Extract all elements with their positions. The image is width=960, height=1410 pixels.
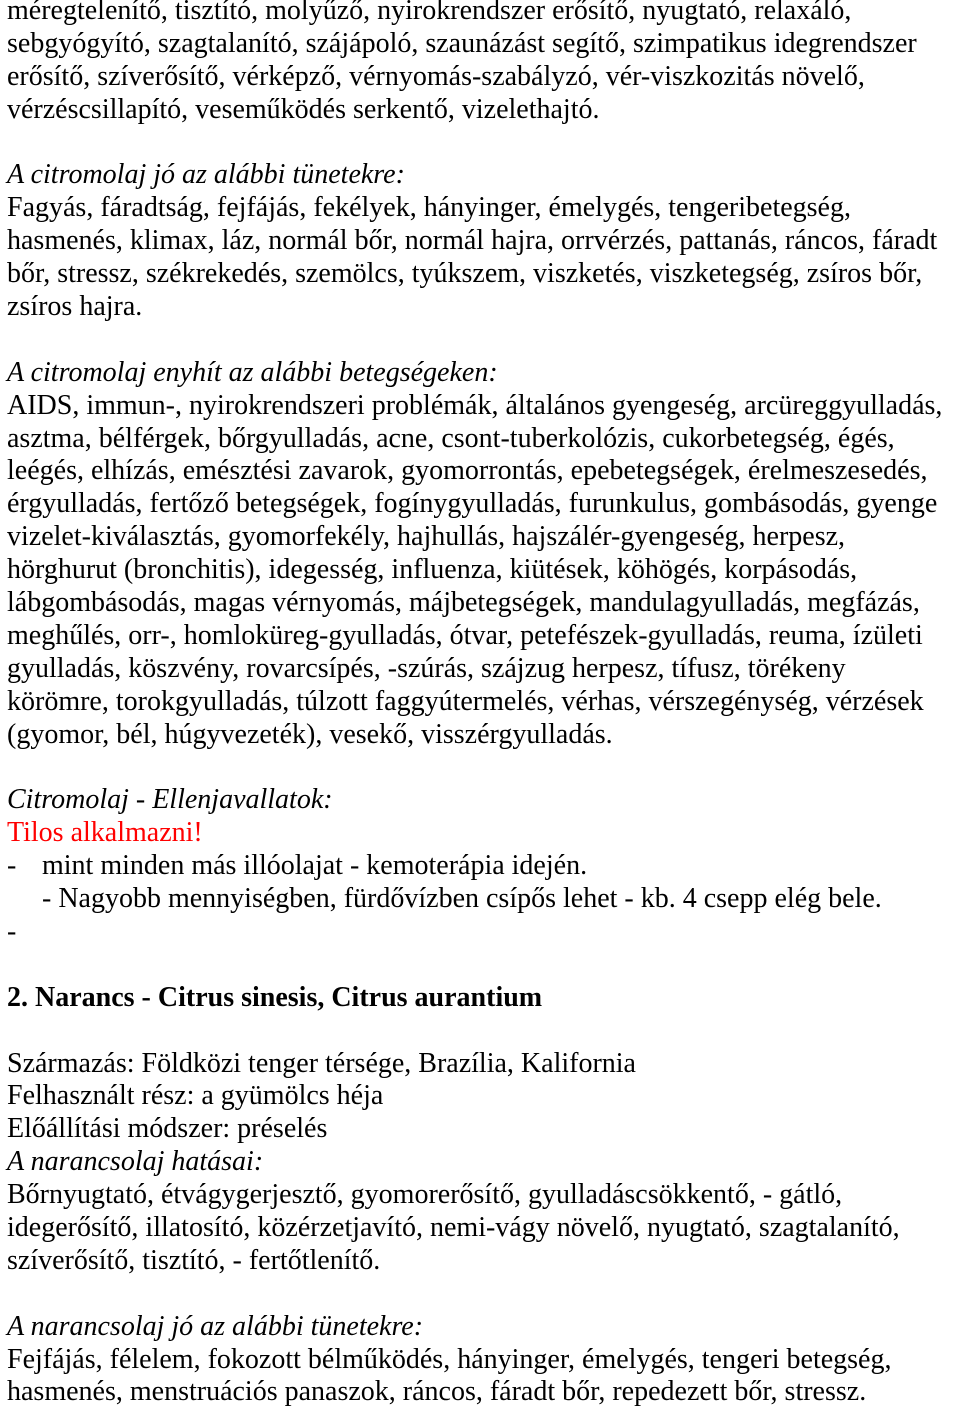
contraindication-text: - Nagyobb mennyiségben, fürdővízben csípős lehet - kb. 4 csepp elég bele.: [42, 883, 882, 915]
body-text-line: gyulladás, köszvény, rovarcsípés, -szúrás, szájzug herpesz, tífusz, törékeny: [7, 652, 846, 684]
part-used-label: Felhasznált rész:: [7, 1080, 195, 1112]
list-bullet: -: [7, 850, 17, 882]
body-text-line: (gyomor, bél, húgyvezeték), vesekő, visszérgyulladás.: [7, 718, 613, 750]
body-text-line: érgyulladás, fertőző betegségek, fogínygyulladás, furunkulus, gombásodás, gyenge: [7, 488, 938, 520]
body-text-line: Fagyás, fáradtság, fejfájás, fekélyek, hányinger, émelygés, tengeribetegség,: [7, 192, 851, 224]
body-text-line: körömre, torokgyulladás, túlzott faggyútermelés, vérhas, vérszegénység, vérzések: [7, 685, 924, 717]
body-text-line: vérzéscsillapító, veseműködés serkentő, vizelethajtó.: [7, 93, 600, 125]
origin-value: Földközi tenger térsége, Brazília, Kalifornia: [141, 1047, 636, 1079]
body-text-line: lábgombásodás, magas vérnyomás, májbetegségek, mandulagyulladás, megfázás,: [7, 587, 920, 619]
body-text-line: hasmenés, klimax, láz, normál bőr, normál hajra, orrvérzés, pattanás, ráncos, fáradt: [7, 225, 938, 257]
origin-label: Származás:: [7, 1047, 135, 1079]
body-text-line: idegerősítő, illatosító, közérzetjavító, nemi-vágy növelő, nyugtató, szagtalanító,: [7, 1211, 900, 1243]
body-text-line: zsíros hajra.: [7, 291, 143, 323]
body-text-line: erősítő, szíverősítő, vérképző, vérnyomás-szabályzó, vér-viszkozitás növelő,: [7, 60, 865, 92]
body-text-line: Fejfájás, félelem, fokozott bélműködés, hányinger, émelygés, tengeri betegség,: [7, 1343, 892, 1375]
part-used-value: a gyümölcs héja: [201, 1080, 384, 1112]
contraindication-item: [7, 916, 960, 949]
section-heading: A citromolaj jó az alábbi tünetekre:: [7, 159, 405, 191]
body-text-line: meghűlés, orr-, homloküreg-gyulladás, ótvar, petefészek-gyulladás, reuma, ízületi: [7, 619, 923, 651]
lemon-contraindications-section: [7, 784, 960, 948]
contraindication-text: mint minden más illóolajat - kemoterápia idején.: [42, 850, 588, 882]
method-value: préselés: [237, 1113, 328, 1145]
lemon-properties-section: [7, 0, 960, 127]
method-label: Előállítási módszer:: [7, 1113, 231, 1145]
part-used-line: [7, 1080, 960, 1113]
body-text-line: Bőrnyugtató, étvágygerjesztő, gyomorerősítő, gyulladáscsökkentő, - gátló,: [7, 1179, 843, 1211]
contraindication-item: [7, 850, 960, 883]
section-heading: A narancsolaj hatásai:: [7, 1146, 264, 1178]
section-heading: Citromolaj - Ellenjavallatok:: [7, 784, 333, 816]
body-text-line: méregtelenítő, tisztító, molyűző, nyirokrendszer erősítő, nyugtató, relaxáló,: [7, 0, 852, 26]
body-text-line: szíverősítő, tisztító, - fertőtlenítő.: [7, 1244, 381, 1276]
lemon-symptoms-section: [7, 159, 960, 323]
origin-line: [7, 1048, 960, 1081]
body-text-line: leégés, elhízás, emésztési zavarok, gyomorrontás, epebetegségek, érelmeszesedés,: [7, 455, 928, 487]
section-heading: A narancsolaj jó az alábbi tünetekre:: [7, 1310, 424, 1342]
oil-title: 2. Narancs - Citrus sinesis, Citrus aurantium: [7, 981, 543, 1013]
body-text-line: vizelet-kiválasztás, gyomorfekély, hajhullás, hajszálér-gyengeség, herpesz,: [7, 521, 846, 553]
list-bullet: -: [7, 915, 17, 947]
warning-text: Tilos alkalmazni!: [7, 817, 203, 849]
body-text-line: hasmenés, menstruációs panaszok, ráncos, fáradt bőr, repedezett bőr, stressz.: [7, 1376, 867, 1408]
body-text-line: hörghurut (bronchitis), idegesség, influenza, kiütések, köhögés, korpásodás,: [7, 554, 858, 586]
lemon-diseases-section: [7, 357, 960, 752]
method-line: [7, 1113, 960, 1146]
body-text-line: asztma, bélférgek, bőrgyulladás, acne, csont-tuberkolózis, cukorbetegség, égés,: [7, 422, 895, 454]
body-text-line: AIDS, immun-, nyirokrendszeri problémák, általános gyengeség, arcüreggyulladás,: [7, 389, 943, 421]
contraindication-item: [7, 883, 960, 916]
section-heading: A citromolaj enyhít az alábbi betegségeken:: [7, 356, 498, 388]
body-text-line: sebgyógyító, szagtalanító, szájápoló, szaunázást segítő, szimpatikus idegrendszer: [7, 27, 917, 59]
orange-section: [7, 982, 960, 1410]
list-bullet: [7, 883, 42, 916]
body-text-line: bőr, stressz, székrekedés, szemölcs, tyúkszem, viszketés, viszketegség, zsíros bőr,: [7, 258, 923, 290]
